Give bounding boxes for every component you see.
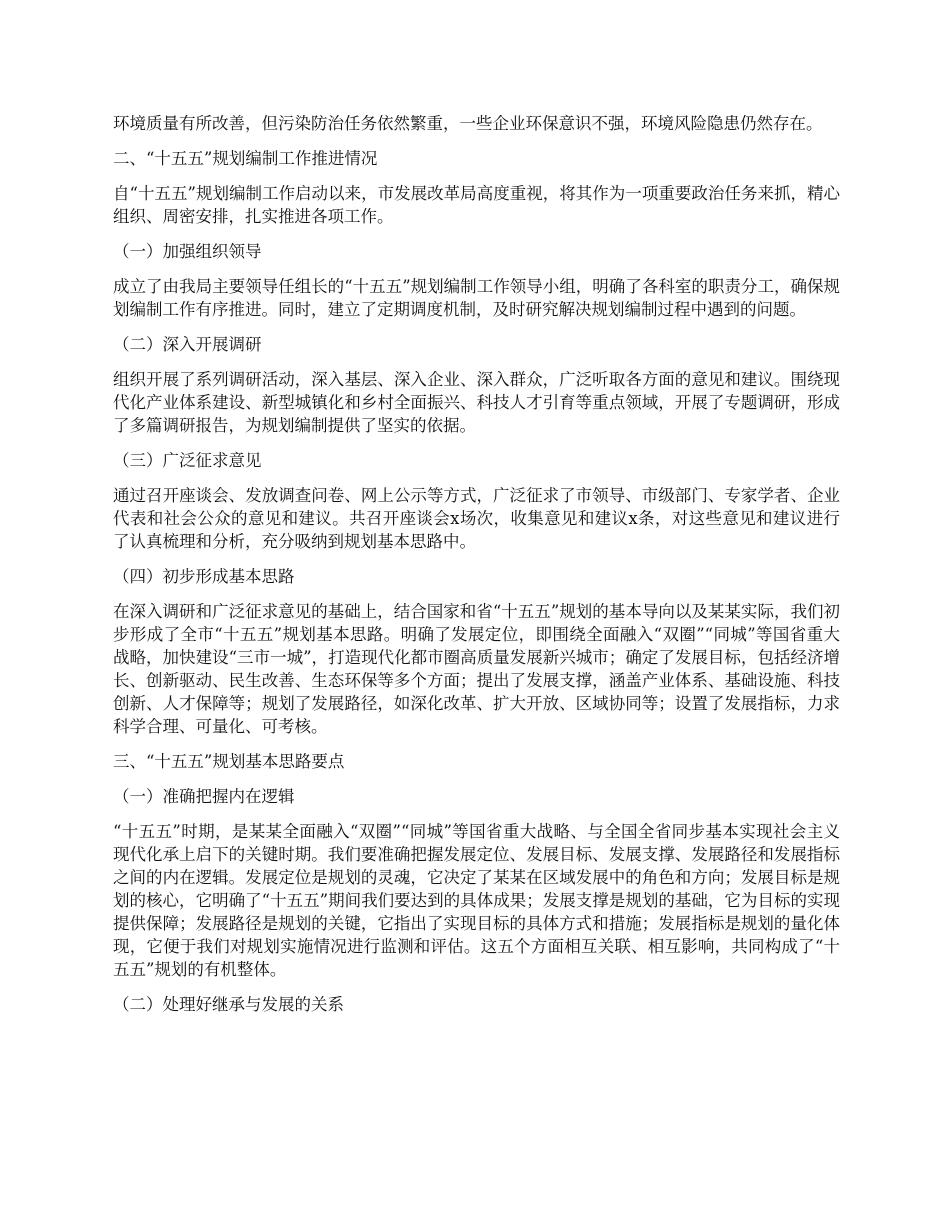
- paragraph-research: 组织开展了系列调研活动，深入基层、深入企业、深入群众，广泛听取各方面的意见和建议。围绕现代化产业体系建设、新型城镇化和乡村全面振兴、科技人才引育等重点领域，开展了专题调研，形成了多篇调研报告，为规划编制提供了坚实的依据。: [113, 370, 840, 435]
- paragraph-opinions: 通过召开座谈会、发放调查问卷、网上公示等方式，广泛征求了市领导、市级部门、专家学者、企业代表和社会公众的意见和建议。共召开座谈会x场次，收集意见和建议x条，对这些意见和建议进行了认真梳理和分析，充分吸纳到规划基本思路中。: [113, 486, 840, 551]
- subheading-opinions: （三）广泛征求意见: [113, 451, 262, 470]
- paragraph-environment: 环境质量有所改善，但污染防治任务依然繁重，一些企业环保意识不强，环境风险隐患仍然存在。: [113, 114, 823, 133]
- document-page: [113, 112, 840, 1028]
- paragraph-organization: 成立了由我局主要领导任组长的“十五五”规划编制工作领导小组，明确了各科室的职责分工，确保规划编制工作有序推进。同时，建立了定期调度机制，及时研究解决规划编制过程中遇到的问题。: [113, 277, 840, 319]
- subheading-basic-ideas: （四）初步形成基本思路: [113, 567, 295, 586]
- subheading-inheritance: （二）处理好继承与发展的关系: [113, 995, 344, 1014]
- paragraph-logic: “十五五”时期，是某某全面融入“双圈”“同城”等国省重大战略、与全国全省同步基本实现社会主义现代化承上启下的关键时期。我们要准确把握发展定位、发展目标、发展支撑、发展路径和发展指标之间的内在逻辑。发展定位是规划的灵魂，它决定了某某在区域发展中的角色和方向；发展目标是规划的核心，它明确了“十五五”期间我们要达到的具体成果；发展支撑是规划的基础，它为目标的实现提供保障；发展路径是规划的关键，它指出了实现目标的具体方式和措施；发展指标是规划的量化体现，它便于我们对规划实施情况进行监测和评估。这五个方面相互关联、相互影响，共同构成了“十五五”规划的有机整体。: [113, 822, 840, 979]
- subheading-organization: （一）加强组织领导: [113, 242, 262, 261]
- paragraph-basic-ideas: 在深入调研和广泛征求意见的基础上，结合国家和省“十五五”规划的基本导向以及某某实际，我们初步形成了全市“十五五”规划基本思路。明确了发展定位，即围绕全面融入“双圈”“同城”等国省重大战略，加快建设“三市一城”，打造现代化都市圈高质量发展新兴城市；确定了发展目标，包括经济增长、创新驱动、民生改善、生态环保等多个方面；提出了发展支撑，涵盖产业体系、基础设施、科技创新、人才保障等；规划了发展路径，如深化改革、扩大开放、区域协同等；设置了发展指标，力求科学合理、可量化、可考核。: [113, 602, 840, 736]
- subheading-logic: （一）准确把握内在逻辑: [113, 787, 295, 806]
- paragraph-intro: 自“十五五”规划编制工作启动以来，市发展改革局高度重视，将其作为一项重要政治任务来抓，精心组织、周密安排，扎实推进各项工作。: [113, 184, 840, 226]
- subheading-research: （二）深入开展调研: [113, 335, 262, 354]
- section-heading-3: 三、“十五五”规划基本思路要点: [113, 752, 345, 771]
- section-heading-2: 二、“十五五”规划编制工作推进情况: [113, 149, 378, 168]
